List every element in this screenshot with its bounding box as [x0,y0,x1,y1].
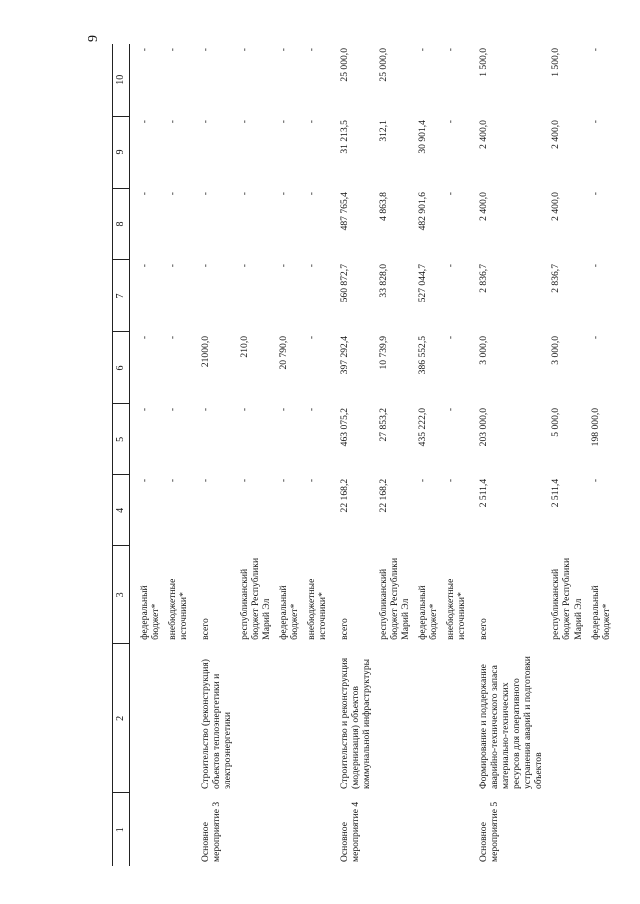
table-row [470,44,547,866]
value-cell: - [589,192,601,196]
value-cell: 10 739,9 [378,335,390,370]
value-cell: - [199,120,211,124]
value-cell: 1 500,0 [478,48,490,77]
value-cell: 2 511,4 [550,478,562,508]
value-cell: 210,0 [238,335,250,358]
description-cell [129,644,164,793]
value-cell: 463 075,2 [338,407,350,447]
value-cell: - [277,120,289,124]
table-row [236,44,275,866]
value-cell: - [238,192,250,196]
event-cell [375,793,414,866]
value-cell: - [199,48,211,52]
value-cell: - [589,264,601,268]
description-cell [275,644,303,793]
value-cell: 487 765,4 [338,192,350,231]
column-header: 10 [113,44,130,116]
value-cell: - [305,192,317,196]
page-number: 9 [86,35,101,42]
value-cell: 2 400,0 [550,192,562,221]
event-cell: Основное мероприятие 4 [338,801,361,862]
event-cell [414,793,442,866]
value-cell: 2 836,7 [478,264,490,293]
value-cell: - [445,407,457,412]
value-cell: - [199,192,211,196]
event-cell [164,793,192,866]
value-cell: - [138,120,150,124]
value-cell: - [305,120,317,124]
value-cell: - [166,407,178,412]
value-cell: 312,1 [378,120,390,142]
value-cell: 2 836,7 [550,264,562,293]
value-cell: 397 292,4 [338,335,350,375]
value-cell: - [199,264,211,268]
source-cell: федеральный бюджет* [277,585,300,640]
value-cell: 27 853,2 [378,407,390,442]
column-header: 8 [113,188,130,260]
value-cell: 527 044,7 [417,264,429,303]
value-cell: - [166,478,178,483]
value-cell: 5 000,0 [550,407,562,437]
value-cell: - [238,478,250,483]
value-cell: - [238,407,250,412]
value-cell: 22 168,2 [338,478,350,513]
value-cell: - [305,407,317,412]
value-cell: 31 213,5 [338,120,350,154]
source-cell: республиканский бюджет Республики Марий Эл [238,557,272,640]
value-cell: 435 222,0 [417,407,429,447]
table-row [587,44,615,866]
column-header: 6 [113,332,130,404]
value-cell: - [277,48,289,52]
value-cell: 3 000,0 [478,335,490,365]
value-cell: 560 872,7 [338,264,350,303]
source-cell: республиканский бюджет Республики Марий Эл [550,557,584,640]
value-cell: - [445,335,457,340]
source-cell: федеральный бюджет* [417,585,440,640]
event-cell: Основное мероприятие 3 [199,801,222,862]
value-cell: 198 000,0 [589,407,601,447]
source-cell: всего [478,618,490,640]
column-header: 9 [113,116,130,188]
value-cell: - [445,48,457,52]
value-cell: - [166,120,178,124]
value-cell: - [445,120,457,124]
table-row [547,44,586,866]
value-cell: - [305,264,317,268]
table-row [129,44,164,866]
value-cell: - [166,335,178,340]
description-cell [164,644,192,793]
value-cell: - [166,192,178,196]
value-cell: 20 790,0 [277,335,289,370]
value-cell: - [138,478,150,483]
value-cell: - [166,264,178,268]
description-cell [303,644,331,793]
value-cell: 203 000,0 [478,407,490,447]
event-cell [442,793,470,866]
value-cell: - [277,264,289,268]
value-cell: 386 552,5 [417,335,429,375]
value-cell: - [445,478,457,483]
column-header: 1 [113,793,130,866]
value-cell: - [199,478,211,483]
value-cell: - [589,48,601,52]
value-cell: - [199,407,211,412]
description-cell [414,644,442,793]
table-row [275,44,303,866]
source-cell: всего [199,618,211,640]
value-cell: 3 000,0 [550,335,562,365]
source-cell: внебюджетные источники* [305,578,328,640]
value-cell: 2 400,0 [478,192,490,221]
value-cell: - [589,478,601,483]
description-cell [587,644,615,793]
table-row [303,44,331,866]
table-row [192,44,236,866]
source-cell: федеральный бюджет* [138,585,161,640]
value-cell: 22 168,2 [378,478,390,513]
description-cell: Строительство и реконструкция (модернизация) объектов коммунальной инфраструктуры [338,657,372,789]
value-cell: 30 901,4 [417,120,429,154]
value-cell: - [445,264,457,268]
value-cell: 2 400,0 [550,120,562,149]
budget-table [112,44,615,866]
value-cell: 2 511,4 [478,478,490,508]
value-cell: 21000,0 [199,335,211,368]
value-cell: 1 500,0 [550,48,562,77]
value-cell: - [238,120,250,124]
value-cell: - [138,48,150,52]
value-cell: - [238,48,250,52]
column-header: 2 [113,644,130,793]
value-cell: - [166,48,178,52]
header-row [113,44,130,866]
value-cell: 482 901,6 [417,192,429,231]
value-cell: 25 000,0 [338,48,350,82]
value-cell: - [138,192,150,196]
table-row [331,44,375,866]
value-cell: - [305,478,317,483]
column-header: 3 [113,546,130,644]
event-cell [303,793,331,866]
description-cell [375,644,414,793]
value-cell: - [277,478,289,483]
value-cell: - [238,264,250,268]
value-cell: - [305,335,317,340]
event-cell [236,793,275,866]
column-header: 4 [113,475,130,546]
value-cell: - [417,48,429,52]
column-header: 5 [113,404,130,475]
event-cell [275,793,303,866]
table-row [414,44,442,866]
value-cell: - [277,407,289,412]
description-cell [547,644,586,793]
table-row [164,44,192,866]
value-cell: - [589,120,601,124]
source-cell: внебюджетные источники* [166,578,189,640]
value-cell: - [138,407,150,412]
source-cell: федеральный бюджет* [589,585,612,640]
value-cell: - [305,48,317,52]
value-cell: 25 000,0 [378,48,390,82]
event-cell [547,793,586,866]
value-cell: - [277,192,289,196]
event-cell [587,793,615,866]
table-row [442,44,470,866]
description-cell: Формирование и поддержание аварийно-технического запаса материально-технических ресурсов для оперативного устранения аварий и подготовки объектов [478,656,545,789]
event-cell: Основное мероприятие 5 [478,801,501,862]
value-cell: - [417,478,429,483]
value-cell: - [138,335,150,340]
value-cell: 4 863,8 [378,192,390,221]
source-cell: всего [338,618,350,640]
value-cell: 33 828,0 [378,264,390,298]
description-cell: Строительство (реконструкция) объектов теплоэнергетики и электроэнергетики [199,659,233,789]
event-cell [129,793,164,866]
column-header: 7 [113,260,130,332]
value-cell: 2 400,0 [478,120,490,149]
value-cell: - [138,264,150,268]
value-cell: - [589,335,601,340]
value-cell: - [445,192,457,196]
description-cell [442,644,470,793]
source-cell: республиканский бюджет Республики Марий Эл [378,557,412,640]
source-cell: внебюджетные источники* [445,578,468,640]
description-cell [236,644,275,793]
table-row [375,44,414,866]
